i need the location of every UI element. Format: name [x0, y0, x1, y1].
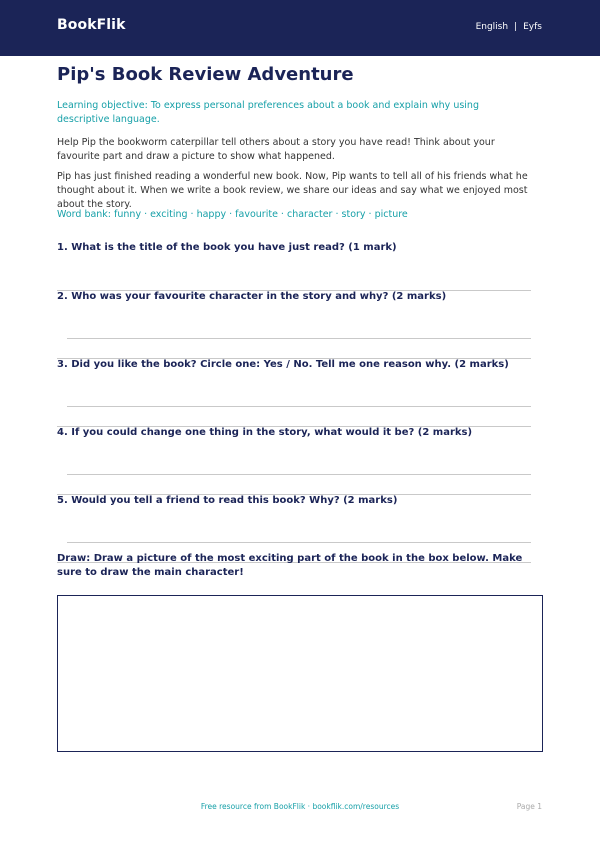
story-paragraph: Pip has just finished reading a wonderful new book. Now, Pip wants to tell all of his friends what he thought about it. When we write a book review, we share our ideas and say what we enjoyed most about the story. — [57, 171, 528, 210]
answer-line[interactable] — [67, 474, 531, 475]
drawing-box[interactable] — [57, 595, 543, 752]
brand-logo-text: BookFlik — [57, 17, 126, 33]
top-bar — [0, 0, 600, 56]
page-title: Pip's Book Review Adventure — [57, 64, 354, 85]
answer-line[interactable] — [67, 406, 531, 407]
footer-credit: Free resource from BookFlik · bookflik.com/resources — [200, 802, 400, 811]
intro-paragraph: Help Pip the bookworm caterpillar tell others about a story you have read! Think about your favourite part and draw a picture to show what happened. — [57, 137, 495, 162]
question-4: 4. If you could change one thing in the story, what would it be? (2 marks) — [57, 427, 473, 438]
draw-prompt: Draw: Draw a picture of the most exciting part of the book in the box below. Make sure to draw the main character! — [57, 553, 523, 578]
learning-objective: Learning objective: To express personal preferences about a book and explain why using descriptive language. — [57, 100, 479, 125]
answer-line[interactable] — [67, 542, 531, 543]
page-number: Page 1 — [516, 802, 542, 811]
question-2: 2. Who was your favourite character in the story and why? (2 marks) — [57, 291, 447, 302]
question-1: 1. What is the title of the book you have just read? (1 mark) — [57, 242, 397, 253]
question-3: 3. Did you like the book? Circle one: Yes / No. Tell me one reason why. (2 marks) — [57, 359, 509, 370]
word-bank: Word bank: funny · exciting · happy · favourite · character · story · picture — [57, 209, 408, 220]
language-label: English — [475, 22, 509, 32]
header-meta — [476, 22, 542, 32]
answer-line[interactable] — [67, 338, 531, 339]
meta-separator: | — [514, 22, 518, 32]
level-label: Eyfs — [523, 22, 542, 32]
question-5: 5. Would you tell a friend to read this book? Why? (2 marks) — [57, 495, 398, 506]
